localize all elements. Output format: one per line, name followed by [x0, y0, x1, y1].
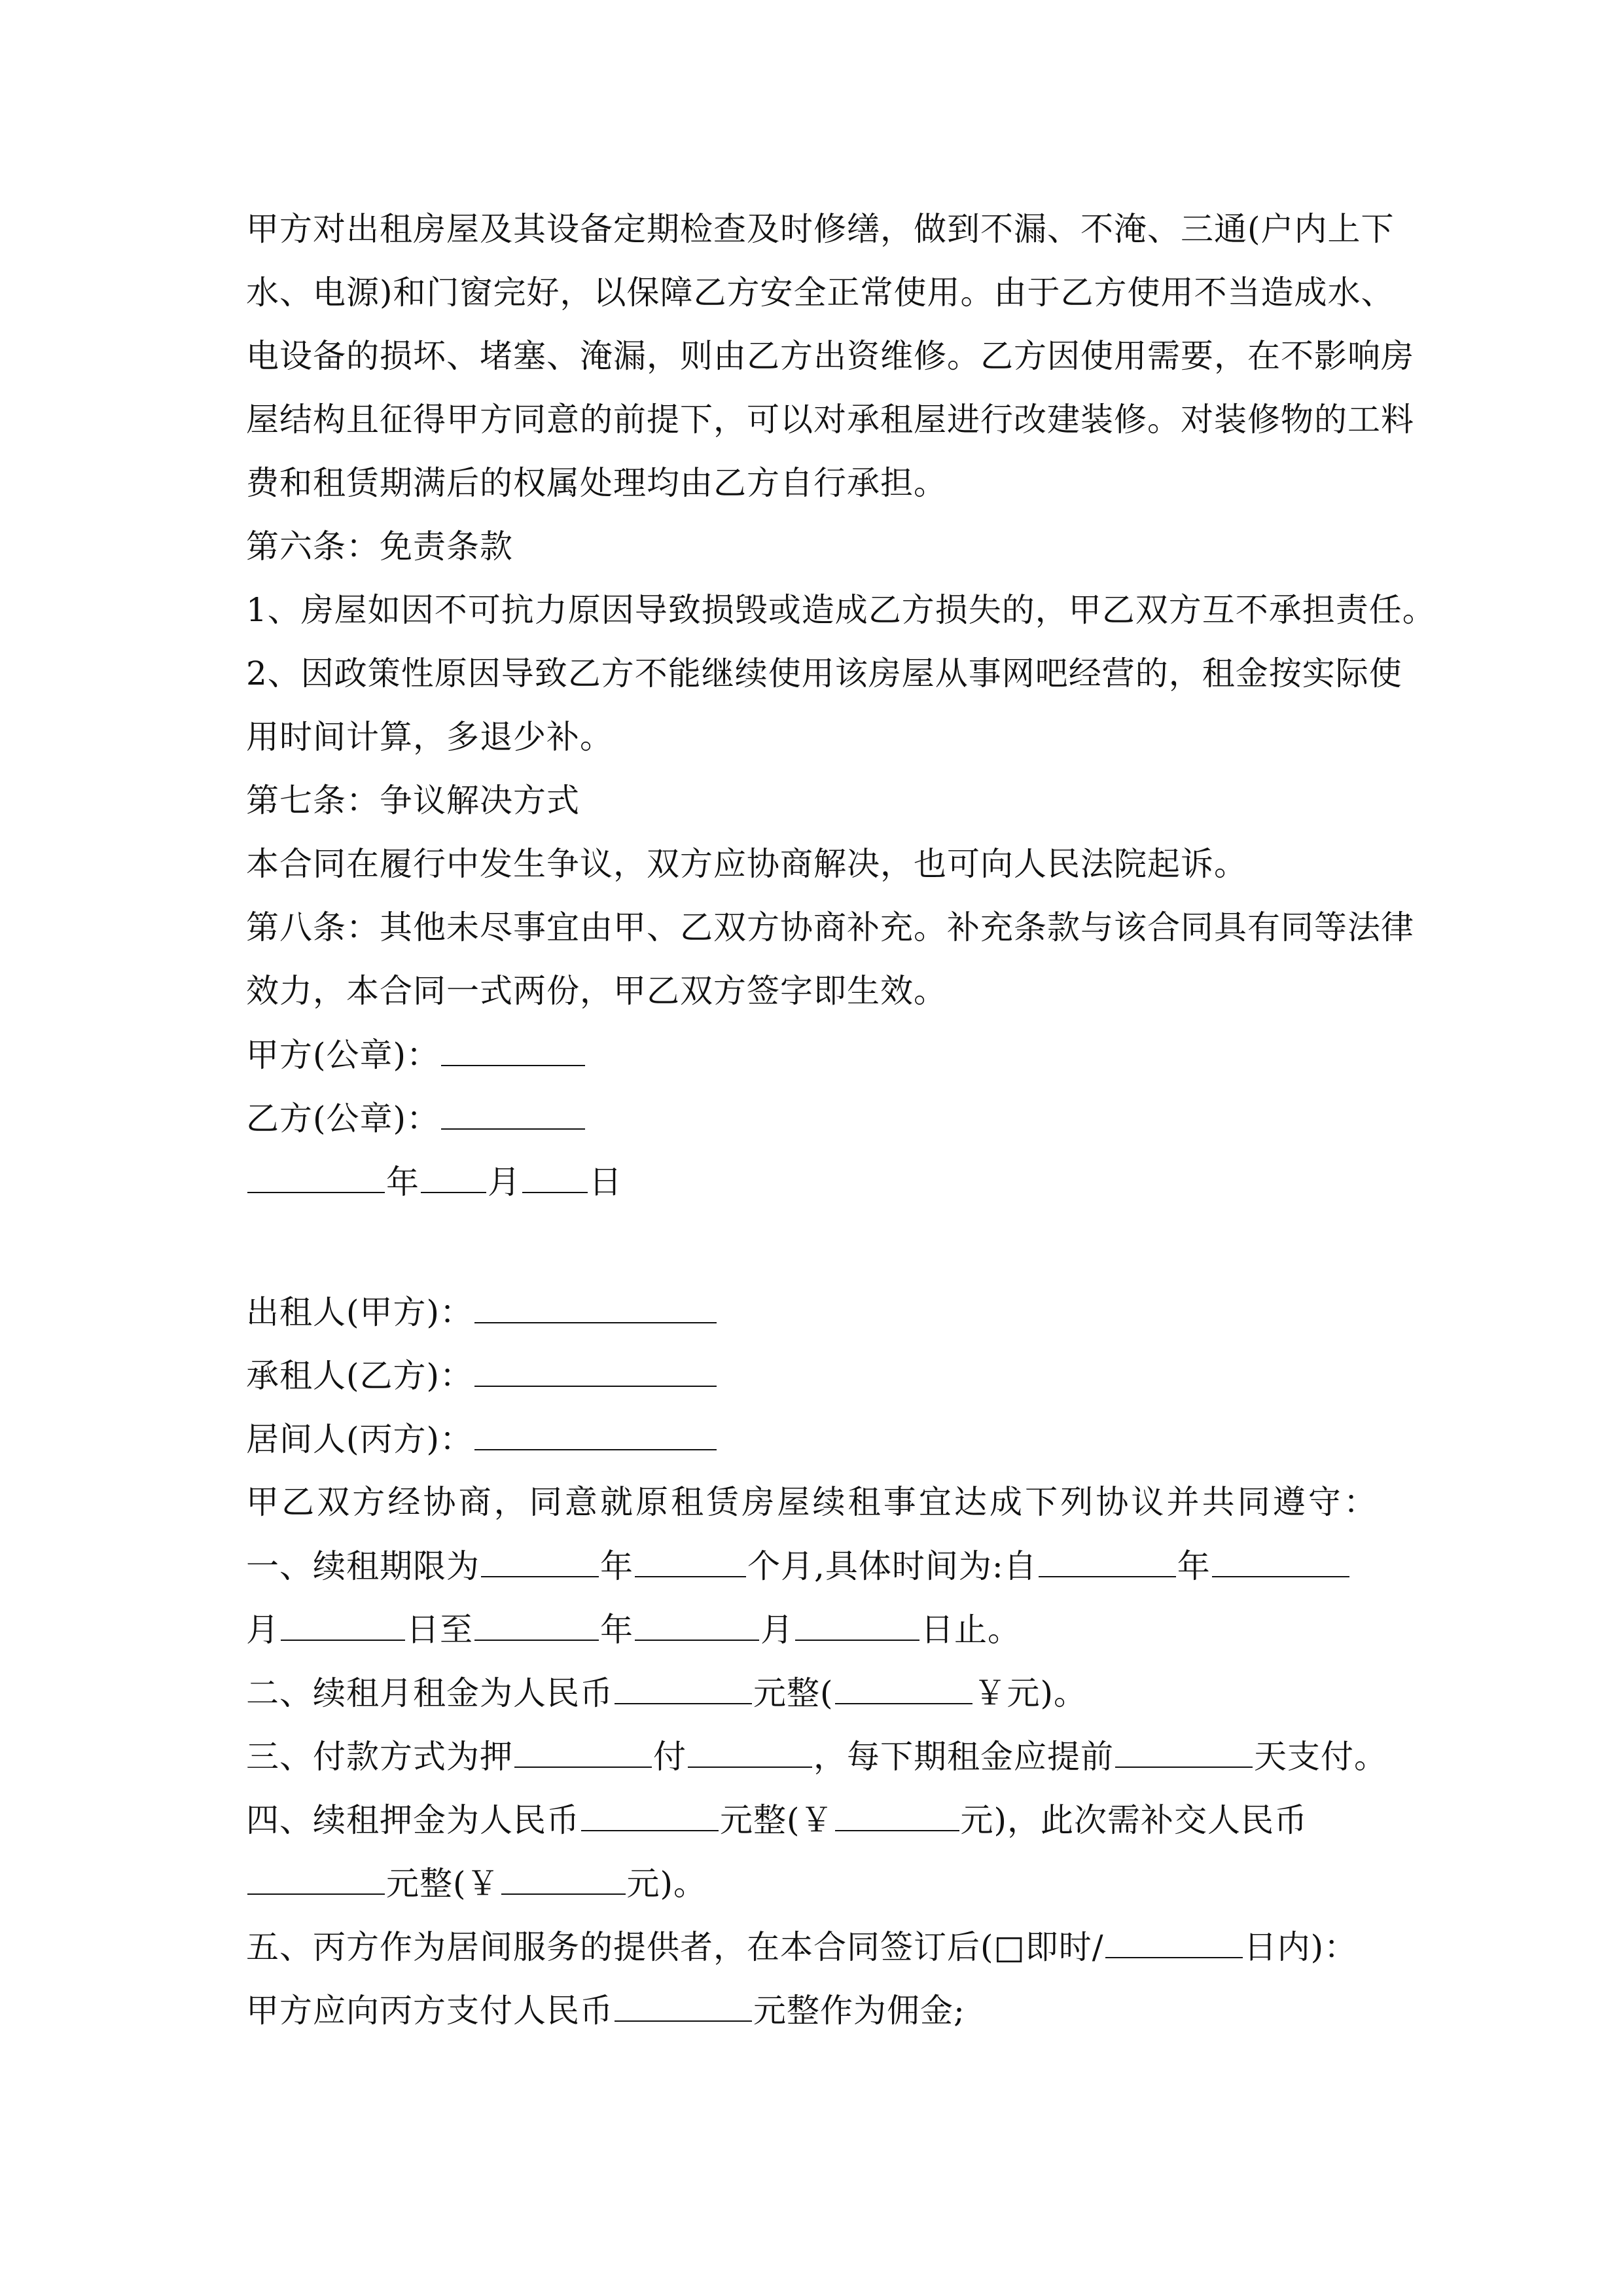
lessor-row — [246, 1292, 718, 1332]
clause-4-text-b: 元整(￥ — [720, 1801, 834, 1839]
clause-5-text-d: 甲方应向丙方支付人民币 — [246, 1992, 613, 2030]
clause-5-text-c: 日内)： — [1243, 1928, 1358, 1966]
lessee-blank[interactable] — [474, 1355, 717, 1387]
article-6-heading: 第六条：免责条款 — [246, 528, 513, 565]
date-day-blank[interactable] — [522, 1162, 588, 1193]
clause-1-text-e: 月 — [246, 1611, 279, 1649]
clause-5-text-b: 即时/ — [1025, 1928, 1104, 1966]
clause-1-line-2 — [246, 1609, 1021, 1649]
clause-5-line-1 — [246, 1927, 1357, 1967]
clause-3 — [246, 1736, 1387, 1776]
party-a-seal-label: 甲方(公章)： — [246, 1036, 440, 1074]
paragraph-maintenance-line-2: 水、电源)和门窗完好，以保障乙方安全正常使用。由于乙方使用不当造成水、 — [246, 274, 1395, 312]
clause-1-text-i: 日止。 — [921, 1611, 1021, 1649]
clause-1-line-1 — [246, 1546, 1351, 1586]
clause-5-line-2 — [246, 1990, 965, 2030]
clause-1-end-month-blank[interactable] — [635, 1609, 759, 1641]
clause-3-text-c: ，每下期租金应提前 — [813, 1738, 1114, 1776]
lessee-label: 承租人(乙方)： — [246, 1357, 474, 1395]
article-7-text: 本合同在履行中发生争议，双方应协商解决，也可向人民法院起诉。 — [246, 845, 1247, 883]
clause-2 — [246, 1673, 1087, 1713]
clause-5-immediate-checkbox[interactable]: □ — [993, 1928, 1026, 1966]
clause-3-deposit-months-blank[interactable] — [514, 1736, 652, 1768]
clause-5-text-e: 元整作为佣金; — [753, 1992, 965, 2030]
clause-4-deposit-figure-blank[interactable] — [835, 1800, 959, 1831]
agent-row — [246, 1419, 718, 1459]
clause-2-text-c: ￥元)。 — [973, 1674, 1088, 1712]
date-month-blank[interactable] — [421, 1162, 486, 1193]
party-a-seal-row — [246, 1035, 586, 1075]
clause-4-supplement-amount-blank[interactable] — [247, 1863, 385, 1895]
party-b-seal-blank[interactable] — [441, 1098, 585, 1130]
party-a-seal-blank[interactable] — [441, 1035, 585, 1066]
clause-2-rent-figure-blank[interactable] — [835, 1673, 972, 1704]
lessor-label: 出租人(甲方)： — [246, 1293, 474, 1331]
clause-5-days-blank[interactable] — [1105, 1927, 1243, 1958]
clause-1-text-b: 年 — [600, 1547, 633, 1585]
clause-4-deposit-amount-blank[interactable] — [581, 1800, 719, 1831]
paragraph-maintenance-line-4: 屋结构且征得甲方同意的前提下，可以对承租屋进行改建装修。对装修物的工料 — [246, 401, 1414, 439]
clause-4-line-1 — [246, 1800, 1308, 1840]
clause-4-text-c: 元)，此次需补交人民币 — [960, 1801, 1308, 1839]
clause-4-supplement-figure-blank[interactable] — [501, 1863, 626, 1895]
article-6-item-1: 1、房屋如因不可抗力原因导致损毁或造成乙方损失的，甲乙双方互不承担责任。 — [246, 591, 1436, 629]
clause-4-text-d: 元整(￥ — [386, 1865, 500, 1903]
clause-1-text-g: 年 — [600, 1611, 633, 1649]
clause-3-advance-days-blank[interactable] — [1115, 1736, 1253, 1768]
article-6-item-2-line-2: 用时间计算，多退少补。 — [246, 718, 613, 756]
date-year-blank[interactable] — [247, 1162, 385, 1193]
date-day-label: 日 — [589, 1163, 622, 1201]
party-b-seal-label: 乙方(公章)： — [246, 1100, 440, 1138]
renewal-intro: 甲乙双方经协商，同意就原租赁房屋续租事宜达成下列协议并共同遵守： — [246, 1483, 1377, 1521]
clause-5-text-a: 五、丙方作为居间服务的提供者，在本合同签订后( — [246, 1928, 994, 1966]
paragraph-maintenance-line-1: 甲方对出租房屋及其设备定期检查及时修缮，做到不漏、不淹、三通(户内上下 — [246, 210, 1395, 248]
party-b-seal-row — [246, 1098, 586, 1138]
date-month-label: 月 — [488, 1163, 521, 1201]
agent-blank[interactable] — [474, 1419, 717, 1450]
paragraph-maintenance-line-3: 电设备的损坏、堵塞、淹漏，则由乙方出资维修。乙方因使用需要，在不影响房 — [246, 337, 1414, 375]
clause-1-start-month-blank[interactable] — [1212, 1546, 1349, 1577]
clause-4-line-2 — [246, 1863, 707, 1903]
lessee-row — [246, 1355, 718, 1395]
clause-3-text-d: 天支付。 — [1254, 1738, 1387, 1776]
clause-1-text-c: 个月,具体时间为:自 — [747, 1547, 1037, 1585]
article-7-heading: 第七条：争议解决方式 — [246, 781, 580, 819]
clause-1-term-years-blank[interactable] — [481, 1546, 599, 1577]
clause-2-rent-amount-blank[interactable] — [615, 1673, 752, 1704]
paragraph-maintenance-line-5: 费和租赁期满后的权属处理均由乙方自行承担。 — [246, 464, 947, 502]
clause-3-text-b: 付 — [653, 1738, 687, 1776]
clause-1-text-f: 日至 — [406, 1611, 473, 1649]
signing-date-row — [246, 1162, 622, 1202]
date-year-label: 年 — [386, 1163, 419, 1201]
clause-1-start-day-blank[interactable] — [281, 1609, 405, 1641]
clause-3-text-a: 三、付款方式为押 — [246, 1738, 513, 1776]
clause-1-end-day-blank[interactable] — [795, 1609, 919, 1641]
lessor-blank[interactable] — [474, 1292, 717, 1323]
clause-4-text-e: 元)。 — [626, 1865, 707, 1903]
agent-label: 居间人(丙方)： — [246, 1420, 474, 1458]
clause-2-text-a: 二、续租月租金为人民币 — [246, 1674, 613, 1712]
clause-2-text-b: 元整( — [753, 1674, 834, 1712]
clause-5-commission-blank[interactable] — [615, 1990, 752, 2022]
clause-1-term-months-blank[interactable] — [635, 1546, 746, 1577]
article-6-item-2-line-1: 2、因政策性原因导致乙方不能继续使用该房屋从事网吧经营的，租金按实际使 — [246, 655, 1402, 692]
clause-1-start-year-blank[interactable] — [1039, 1546, 1176, 1577]
clause-1-text-h: 月 — [760, 1611, 794, 1649]
clause-1-text-d: 年 — [1177, 1547, 1211, 1585]
article-8-line-1: 第八条：其他未尽事宜由甲、乙双方协商补充。补充条款与该合同具有同等法律 — [246, 908, 1414, 946]
article-8-line-2: 效力，本合同一式两份，甲乙双方签字即生效。 — [246, 972, 947, 1010]
clause-1-text-a: 一、续租期限为 — [246, 1547, 480, 1585]
clause-1-end-year-blank[interactable] — [474, 1609, 599, 1641]
clause-4-text-a: 四、续租押金为人民币 — [246, 1801, 580, 1839]
clause-3-pay-months-blank[interactable] — [688, 1736, 812, 1768]
